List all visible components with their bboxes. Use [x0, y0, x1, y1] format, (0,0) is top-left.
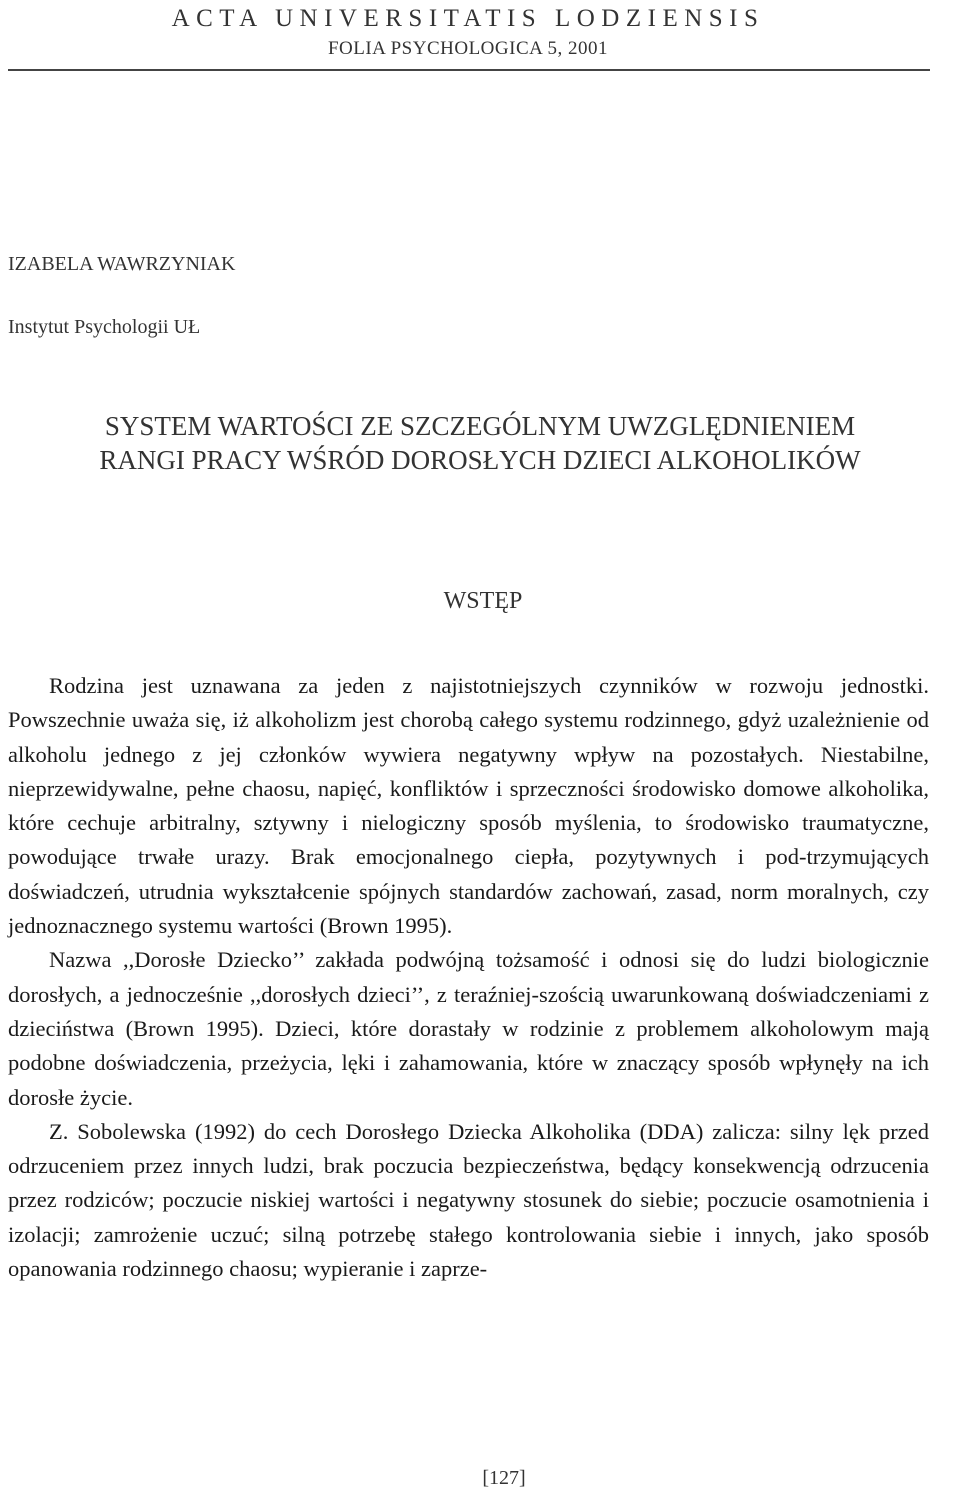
- header-rule: [8, 69, 930, 71]
- article-body: [8, 669, 929, 1286]
- body-paragraph-1: Rodzina jest uznawana za jeden z najistotniejszych czynników w rozwoju jednostki. Powszechnie uważa się, iż alkoholizm jest chorobą całego systemu rodzinnego, gdyż uzależnienie od alkoholu jednego z jej członków wywiera negatywny wpływ na pozostałych. Niestabilne, nieprzewidywalne, pełne chaosu, napięć, konfliktów i sprzeczności środowisko domowe alkoholika, które cechuje arbitralny, sztywny i nielogiczny sposób myślenia, to środowisko traumatyczne, powodujące trwałe urazy. Brak emocjonalnego ciepła, pozytywnych i pod-trzymujących doświadczeń, utrudnia wykształcenie spójnych standardów zachowań, zasad, norm moralnych, czy jednoznacznego systemu wartości (Brown 1995).: [8, 673, 929, 939]
- author-name: IZABELA WAWRZYNIAK: [8, 253, 236, 275]
- article-title-line-1: SYSTEM WARTOŚCI ZE SZCZEGÓLNYM UWZGLĘDNIENIEM: [104, 411, 856, 441]
- body-paragraph-3: Z. Sobolewska (1992) do cech Dorosłego Dziecka Alkoholika (DDA) zalicza: silny lęk przed odrzuceniem przez innych ludzi, brak poczucia bezpieczeństwa, będący konsekwencją odrzucenia przez rodziców; poczucie niskiej wartości i negatywny stosunek do siebie; poczucie osamotnienia i izolacji; zamrożenie uczuć; silną potrzebę stałego kontrolowania siebie i innych, jako sposób opanowania rodzinnego chaosu; wypieranie i zaprze-: [8, 1118, 929, 1282]
- article-title: [0, 409, 960, 477]
- body-paragraph-2: Nazwa ,,Dorosłe Dziecko’’ zakłada podwójną tożsamość i odnosi się do ludzi biologicznie dorosłych, a jednocześnie ,,dorosłych dzieci’’, z teraźniej-szością uwarunkowaną doświadczeniami z dzieciństwa (Brown 1995). Dzieci, które dorastały w rodzinie z problemem alkoholowym mają podobne doświadczenia, przeżycia, lęki i zahamowania, które w znaczący sposób wpłynęły na ich dorosłe życie.: [8, 947, 929, 1110]
- journal-series: FOLIA PSYCHOLOGICA 5, 2001: [327, 38, 609, 59]
- article-title-line-2: RANGI PRACY WŚRÓD DOROSŁYCH DZIECI ALKOHOLIKÓW: [99, 445, 861, 475]
- page-number: [127]: [482, 1467, 526, 1489]
- journal-name: ACTA UNIVERSITATIS LODZIENSIS: [171, 5, 765, 32]
- author-affiliation: Instytut Psychologii UŁ: [8, 316, 201, 338]
- section-heading: WSTĘP: [443, 588, 523, 614]
